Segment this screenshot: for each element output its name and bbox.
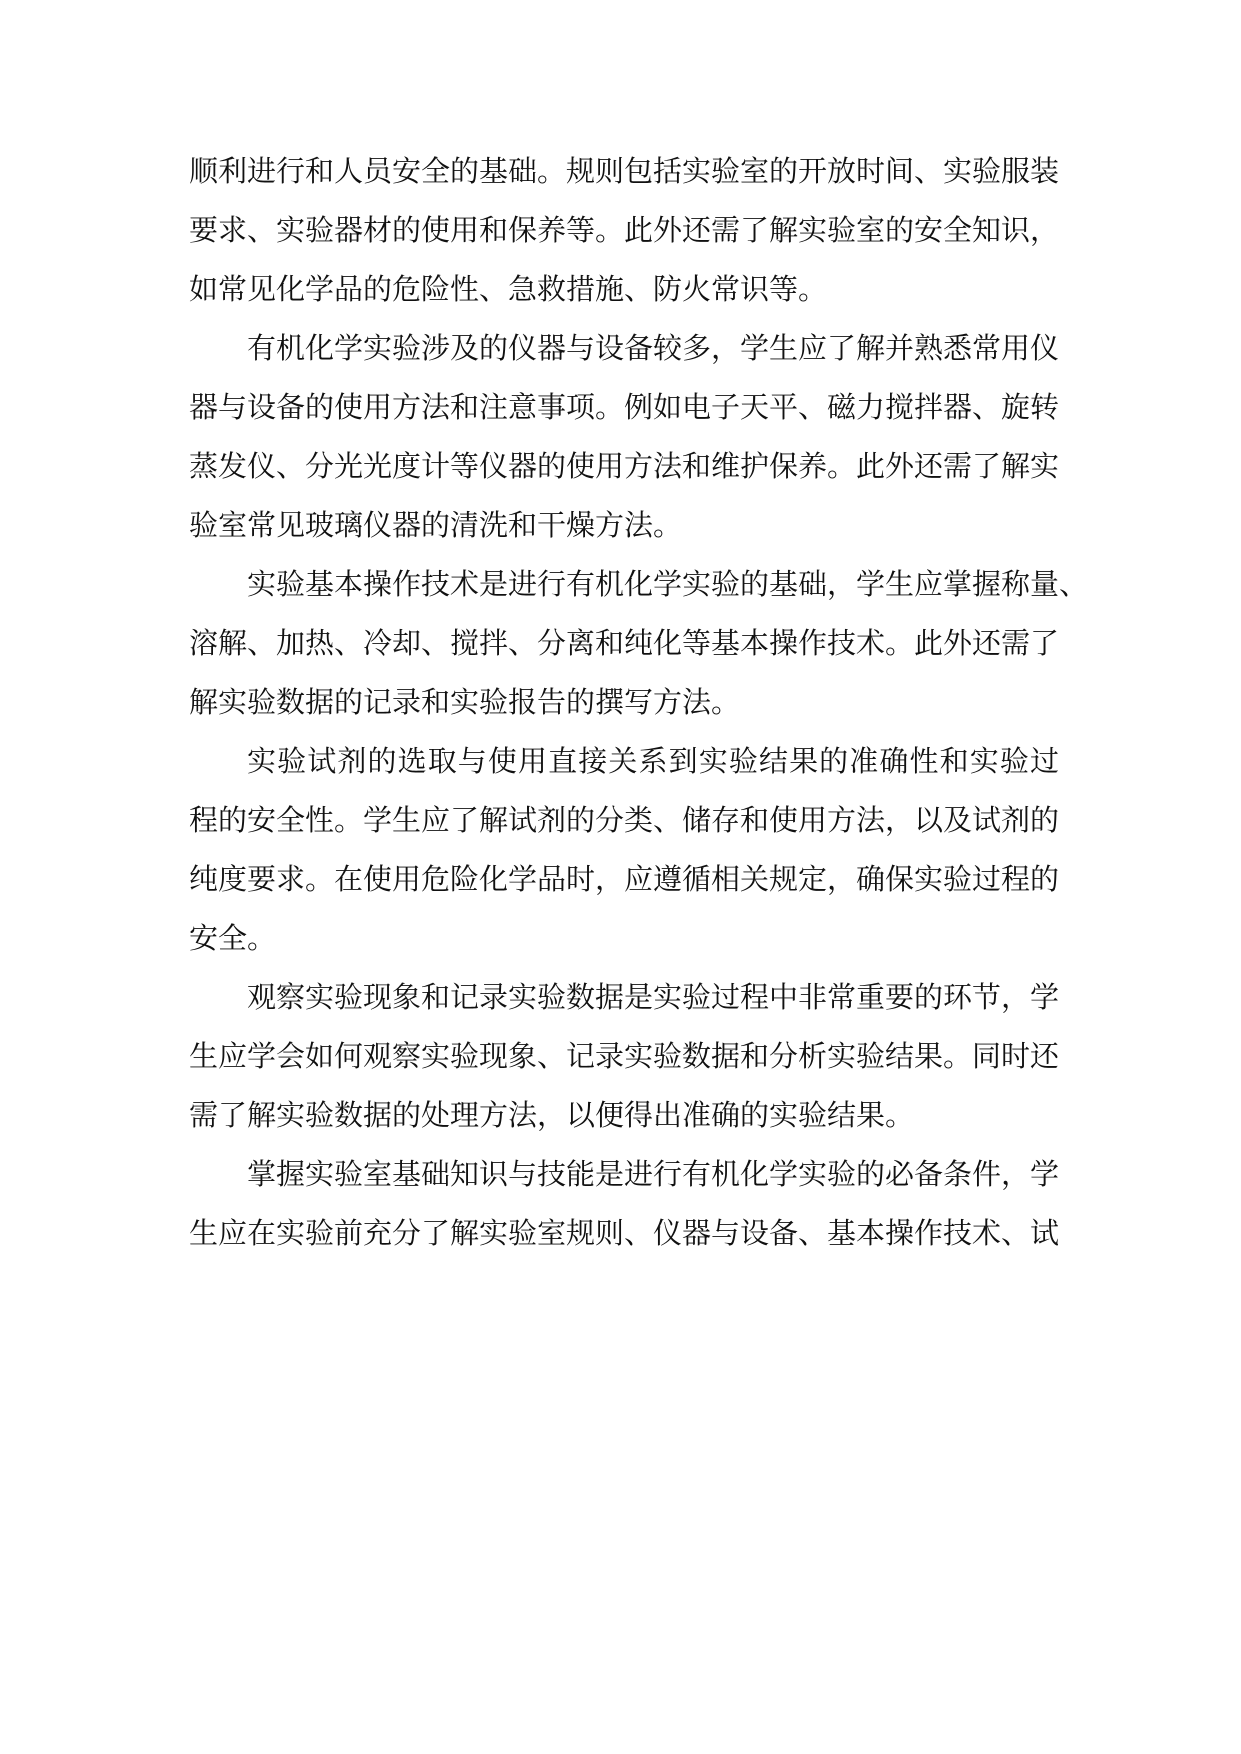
paragraph-instruments	[189, 319, 1059, 555]
text-line: 器与设备的使用方法和注意事项。例如电子天平、磁力搅拌器、旋转	[189, 390, 1060, 424]
paragraph-reagents	[189, 732, 1059, 968]
text-line: 实验基本操作技术是进行有机化学实验的基础，学生应掌握称量、	[247, 567, 1089, 601]
text-line: 生应学会如何观察实验现象、记录实验数据和分析实验结果。同时还	[189, 1039, 1060, 1073]
text-line: 有机化学实验涉及的仪器与设备较多，学生应了解并熟悉常用仪	[247, 331, 1060, 365]
text-line: 验室常见玻璃仪器的清洗和干燥方法。	[189, 508, 683, 542]
paragraph-summary	[189, 1145, 1059, 1263]
paragraph-basic-operations	[189, 555, 1089, 732]
text-line: 实验试剂的选取与使用直接关系到实验结果的准确性和实验过	[247, 744, 1059, 778]
text-line: 需了解实验数据的处理方法，以便得出准确的实验结果。	[189, 1098, 915, 1132]
text-line: 纯度要求。在使用危险化学品时，应遵循相关规定，确保实验过程的	[189, 862, 1060, 896]
text-line: 溶解、加热、冷却、搅拌、分离和纯化等基本操作技术。此外还需了	[189, 626, 1060, 660]
paragraph-lab-rules	[189, 142, 1059, 319]
text-line: 如常见化学品的危险性、急救措施、防火常识等。	[189, 272, 828, 306]
body-text	[189, 142, 1089, 1263]
text-line: 蒸发仪、分光光度计等仪器的使用方法和维护保养。此外还需了解实	[189, 449, 1060, 483]
text-line: 掌握实验室基础知识与技能是进行有机化学实验的必备条件，学	[247, 1157, 1060, 1191]
paragraph-observation	[189, 968, 1059, 1145]
text-line: 解实验数据的记录和实验报告的撰写方法。	[189, 685, 741, 719]
text-line: 生应在实验前充分了解实验室规则、仪器与设备、基本操作技术、试	[189, 1216, 1060, 1250]
text-line: 要求、实验器材的使用和保养等。此外还需了解实验室的安全知识，	[189, 213, 1060, 247]
text-line: 程的安全性。学生应了解试剂的分类、储存和使用方法，以及试剂的	[189, 803, 1060, 837]
text-line: 安全。	[189, 921, 277, 955]
text-line: 观察实验现象和记录实验数据是实验过程中非常重要的环节，学	[247, 980, 1060, 1014]
text-line: 顺利进行和人员安全的基础。规则包括实验室的开放时间、实验服装	[189, 154, 1060, 188]
